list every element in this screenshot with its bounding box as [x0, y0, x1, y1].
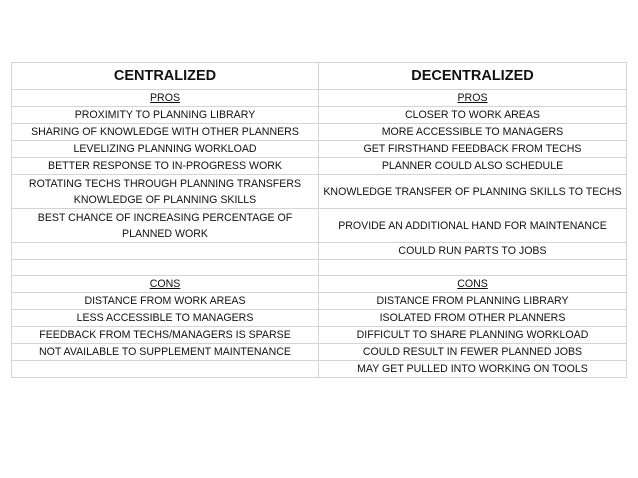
con-right-cell: DIFFICULT TO SHARE PLANNING WORKLOAD: [319, 327, 627, 344]
con-left-cell: DISTANCE FROM WORK AREAS: [12, 293, 319, 310]
decentralized-header: DECENTRALIZED: [319, 63, 627, 90]
cons-label-row: [12, 276, 627, 293]
pro-left-cell: [12, 243, 319, 260]
pro-left-cell: BEST CHANCE OF INCREASING PERCENTAGE OF PLANNED WORK: [12, 209, 319, 243]
table-row: [12, 243, 627, 260]
table-row: [12, 158, 627, 175]
table-row: [12, 141, 627, 158]
table-row: [12, 209, 627, 243]
table-row: [12, 293, 627, 310]
table-row: [12, 124, 627, 141]
blank-row: [12, 260, 627, 276]
pro-left-cell: LEVELIZING PLANNING WORKLOAD: [12, 141, 319, 158]
table-row: [12, 107, 627, 124]
cons-label-right: [319, 276, 627, 293]
cons-label-left-text: CONS: [149, 278, 181, 290]
table-row: [12, 361, 627, 378]
con-left-cell: [12, 361, 319, 378]
pro-left-cell: BETTER RESPONSE TO IN-PROGRESS WORK: [12, 158, 319, 175]
blank-cell: [319, 260, 627, 276]
comparison-sheet: [11, 62, 626, 378]
con-right-cell: ISOLATED FROM OTHER PLANNERS: [319, 310, 627, 327]
pro-right-cell: PLANNER COULD ALSO SCHEDULE: [319, 158, 627, 175]
centralized-header: CENTRALIZED: [12, 63, 319, 90]
pro-right-cell: GET FIRSTHAND FEEDBACK FROM TECHS: [319, 141, 627, 158]
cons-label-left: [12, 276, 319, 293]
con-right-cell: DISTANCE FROM PLANNING LIBRARY: [319, 293, 627, 310]
pro-left-cell: ROTATING TECHS THROUGH PLANNING TRANSFERS KNOWLEDGE OF PLANNING SKILLS: [12, 175, 319, 209]
table-row: [12, 175, 627, 209]
con-left-cell: FEEDBACK FROM TECHS/MANAGERS IS SPARSE: [12, 327, 319, 344]
table-row: [12, 327, 627, 344]
pro-left-cell: PROXIMITY TO PLANNING LIBRARY: [12, 107, 319, 124]
con-left-cell: NOT AVAILABLE TO SUPPLEMENT MAINTENANCE: [12, 344, 319, 361]
pros-label-row: [12, 90, 627, 107]
comparison-table: [11, 62, 627, 378]
table-row: [12, 310, 627, 327]
table-row: [12, 344, 627, 361]
pros-label-left: [12, 90, 319, 107]
pro-left-cell: SHARING OF KNOWLEDGE WITH OTHER PLANNERS: [12, 124, 319, 141]
header-row: [12, 63, 627, 90]
pros-label-right-text: PROS: [457, 92, 488, 104]
blank-cell: [12, 260, 319, 276]
con-left-cell: LESS ACCESSIBLE TO MANAGERS: [12, 310, 319, 327]
cons-label-right-text: CONS: [457, 278, 488, 290]
pro-right-cell: MORE ACCESSIBLE TO MANAGERS: [319, 124, 627, 141]
pros-label-right: [319, 90, 627, 107]
pro-right-cell: PROVIDE AN ADDITIONAL HAND FOR MAINTENANCE: [319, 209, 627, 243]
pro-right-cell: KNOWLEDGE TRANSFER OF PLANNING SKILLS TO TECHS: [319, 175, 627, 209]
con-right-cell: MAY GET PULLED INTO WORKING ON TOOLS: [319, 361, 627, 378]
pros-label-left-text: PROS: [149, 92, 181, 104]
pro-right-cell: CLOSER TO WORK AREAS: [319, 107, 627, 124]
pro-right-cell: COULD RUN PARTS TO JOBS: [319, 243, 627, 260]
con-right-cell: COULD RESULT IN FEWER PLANNED JOBS: [319, 344, 627, 361]
